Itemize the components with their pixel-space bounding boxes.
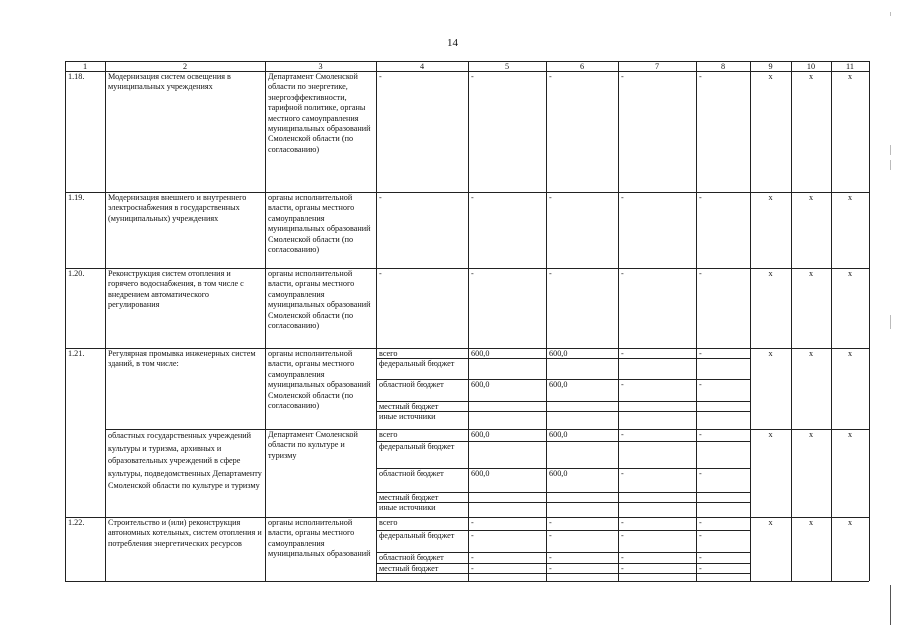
col9-value: x <box>768 430 773 439</box>
col6-value: 600,0 <box>549 469 568 478</box>
funding-source: всего <box>379 430 398 439</box>
plan-table <box>65 61 869 581</box>
executor: органы исполнительной власти, органы местного самоуправления муниципальных образований <box>268 518 371 559</box>
col7-value: - <box>621 518 624 527</box>
grid-line <box>105 429 869 430</box>
funding-source: федеральный бюджет <box>379 531 455 540</box>
col7-value: - <box>621 531 624 540</box>
header-cell-3: 3 <box>318 62 323 71</box>
col9-value: x <box>768 269 773 278</box>
col10-value: x <box>808 349 814 358</box>
header-cell-2: 2 <box>182 62 188 71</box>
col6-value: - <box>549 564 552 573</box>
col6-value: 600,0 <box>549 430 568 439</box>
col7-value: - <box>621 564 624 573</box>
col7-value: - <box>621 72 624 81</box>
col5-value: 600,0 <box>471 380 490 389</box>
grid-line <box>376 411 750 412</box>
col8-value: - <box>699 553 702 562</box>
col6-value: 600,0 <box>549 349 568 358</box>
header-cell-4: 4 <box>419 62 425 71</box>
grid-line <box>831 61 832 581</box>
col7-value: - <box>621 269 624 278</box>
grid-line <box>618 61 619 581</box>
grid-line <box>376 563 750 564</box>
row-number: 1.18. <box>68 72 85 81</box>
col10-value: x <box>808 269 814 278</box>
measure-name: Строительство и (или) реконструкция автономных котельных, систем отопления и потребления энергетических ресурсов <box>108 518 262 548</box>
measure-name: Регулярная промывка инженерных систем зданий, в том числе: <box>108 349 256 369</box>
col10-value: x <box>808 430 814 439</box>
margin-mark <box>890 145 891 155</box>
col10-value: x <box>808 193 814 202</box>
executor: Департамент Смоленской области по энергетике, энергоэффективности, тарифной политике, органы местного самоуправления муниципальных образований Смоленской области (по согласованию) <box>268 72 371 154</box>
col7-value: - <box>621 380 624 389</box>
col6-value: - <box>549 193 552 202</box>
col6-value: 600,0 <box>549 380 568 389</box>
col7-value: - <box>621 430 624 439</box>
funding-source: иные источники <box>379 503 436 512</box>
margin-mark <box>890 585 891 625</box>
col11-value: x <box>847 193 853 202</box>
funding-source: областной бюджет <box>379 380 444 389</box>
col5-value: - <box>471 193 474 202</box>
col5-value: 600,0 <box>471 469 490 478</box>
header-cell-8: 8 <box>720 62 726 71</box>
col6-value: - <box>549 531 552 540</box>
col8-value: - <box>699 269 702 278</box>
funding-source: иные источники <box>379 412 436 421</box>
grid-line <box>750 61 751 581</box>
grid-line <box>65 61 66 581</box>
grid-line <box>65 517 869 518</box>
col8-value: - <box>699 564 702 573</box>
col8-value: - <box>699 531 702 540</box>
executor: Департамент Смоленской области по культуре и туризму <box>268 430 358 460</box>
grid-line <box>376 441 750 442</box>
grid-line <box>65 581 869 582</box>
grid-line <box>791 61 792 581</box>
grid-line <box>376 530 750 531</box>
col6-value: - <box>549 72 552 81</box>
header-cell-5: 5 <box>504 62 510 71</box>
grid-line <box>65 348 869 349</box>
funding-source: местный бюджет <box>379 402 439 411</box>
col4-value: - <box>379 269 382 278</box>
grid-line <box>65 71 869 72</box>
grid-line <box>376 401 750 402</box>
header-cell-7: 7 <box>654 62 660 71</box>
funding-source: федеральный бюджет <box>379 359 455 368</box>
col11-value: x <box>847 349 853 358</box>
funding-source: всего <box>379 349 398 358</box>
col10-value: x <box>808 518 814 527</box>
grid-line <box>265 61 266 581</box>
row-number: 1.19. <box>68 193 85 202</box>
col5-value: - <box>471 269 474 278</box>
header-cell-10: 10 <box>806 62 816 71</box>
col9-value: x <box>768 518 773 527</box>
funding-source: местный бюджет <box>379 564 439 573</box>
grid-line <box>65 61 869 62</box>
col6-value: - <box>549 553 552 562</box>
funding-source: всего <box>379 518 398 527</box>
grid-line <box>376 379 750 380</box>
col11-value: x <box>847 269 853 278</box>
funding-source: федеральный бюджет <box>379 442 455 451</box>
margin-mark <box>890 315 891 329</box>
col8-value: - <box>699 349 702 358</box>
header-cell-11: 11 <box>846 62 854 71</box>
grid-line <box>376 573 750 574</box>
col7-value: - <box>621 193 624 202</box>
col8-value: - <box>699 430 702 439</box>
col9-value: x <box>768 349 773 358</box>
executor: органы исполнительной власти, органы местного самоуправления муниципальных образований Смоленской области (по согласованию) <box>268 349 371 411</box>
measure-name: областных государственных учреждений культуры и туризма, архивных и образовательных учреждений в сфере культуры, подведомственных Департаменту Смоленской области по культуре и туризму <box>108 431 262 491</box>
col8-value: - <box>699 72 702 81</box>
funding-source: местный бюджет <box>379 493 439 502</box>
grid-line <box>105 61 106 581</box>
col11-value: x <box>847 430 853 439</box>
funding-source: областной бюджет <box>379 469 444 478</box>
row-number: 1.20. <box>68 269 85 278</box>
executor: органы исполнительной власти, органы местного самоуправления муниципальных образований Смоленской области (по согласованию) <box>268 269 371 331</box>
col6-value: - <box>549 518 552 527</box>
col5-value: 600,0 <box>471 430 490 439</box>
col7-value: - <box>621 349 624 358</box>
page-number: 14 <box>447 37 458 49</box>
col8-value: - <box>699 380 702 389</box>
col5-value: - <box>471 564 474 573</box>
col5-value: 600,0 <box>471 349 490 358</box>
grid-line <box>376 552 750 553</box>
col7-value: - <box>621 469 624 478</box>
col8-value: - <box>699 193 702 202</box>
col7-value: - <box>621 553 624 562</box>
grid-line <box>376 61 377 581</box>
funding-source: областной бюджет <box>379 553 444 562</box>
margin-mark <box>890 160 891 170</box>
grid-line <box>376 492 750 493</box>
grid-line <box>376 358 750 359</box>
grid-line <box>65 268 869 269</box>
row-number: 1.21. <box>68 349 85 358</box>
grid-line <box>468 61 469 581</box>
col9-value: x <box>768 193 773 202</box>
row-number: 1.22. <box>68 518 85 527</box>
col5-value: - <box>471 531 474 540</box>
header-cell-1: 1 <box>82 62 88 71</box>
measure-name: Модернизация внешнего и внутреннего электроснабжения в государственных (муниципальных) учреждениях <box>108 193 247 223</box>
col5-value: - <box>471 518 474 527</box>
grid-line <box>376 502 750 503</box>
col9-value: x <box>768 72 773 81</box>
margin-mark <box>890 12 891 16</box>
measure-name: Модернизация систем освещения в муниципальных учреждениях <box>108 72 231 92</box>
col6-value: - <box>549 269 552 278</box>
executor: органы исполнительной власти, органы местного самоуправления муниципальных образований Смоленской области (по согласованию) <box>268 193 371 255</box>
col8-value: - <box>699 469 702 478</box>
col8-value: - <box>699 518 702 527</box>
col4-value: - <box>379 193 382 202</box>
col11-value: x <box>847 72 853 81</box>
grid-line <box>65 192 869 193</box>
grid-line <box>546 61 547 581</box>
measure-name: Реконструкция систем отопления и горячего водоснабжения, в том числе с внедрением автоматического регулирования <box>108 269 244 310</box>
col5-value: - <box>471 72 474 81</box>
grid-line <box>696 61 697 581</box>
grid-line <box>869 61 870 581</box>
grid-line <box>376 468 750 469</box>
col11-value: x <box>847 518 853 527</box>
header-cell-9: 9 <box>768 62 773 71</box>
col4-value: - <box>379 72 382 81</box>
col5-value: - <box>471 553 474 562</box>
col10-value: x <box>808 72 814 81</box>
header-cell-6: 6 <box>579 62 585 71</box>
